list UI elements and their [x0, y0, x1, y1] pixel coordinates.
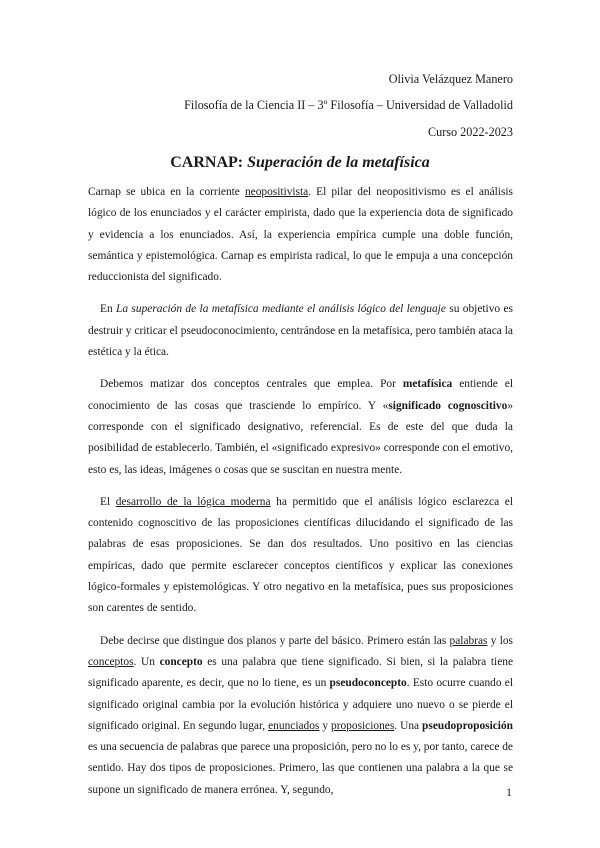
text-run: entiende el conocimiento de las cosas que trasciende lo empírico. Y «	[88, 378, 513, 412]
bold-term: concepto	[159, 655, 203, 668]
underlined-term: neopositivista	[244, 186, 309, 198]
text-run: Carnap se ubica en la corriente	[88, 186, 245, 198]
book-title: La superación de la metafísica mediante el análisis lógico del lenguaje	[116, 303, 446, 316]
paragraph-2	[88, 299, 513, 363]
text-run: Debemos matizar dos conceptos centrales que emplea. Por	[100, 378, 403, 391]
page-number: 1	[506, 785, 512, 799]
bold-term: metafísica	[402, 378, 453, 391]
academic-year: Curso 2022-2023	[428, 125, 513, 139]
document-title	[0, 154, 600, 172]
text-run: En	[100, 303, 117, 316]
text-run: . Una	[394, 719, 423, 732]
underlined-term: palabras	[449, 634, 488, 647]
text-run: Debe decirse que distingue dos planos y parte del básico. Primero están las	[100, 634, 450, 647]
author-name: Olivia Velázquez Manero	[388, 72, 513, 86]
paragraph-5	[88, 631, 513, 801]
document-body	[88, 182, 513, 812]
text-run: » corresponde con el significado designativo, referencial. Es de este del que duda la posibilidad de establecerlo. También, el «significado expresivo» corresponde con el emotivo, esto es, las ideas, imágenes o cosas que se suscitan en nuestra mente.	[88, 399, 514, 476]
text-run: es una palabra que tiene significado. Si bien, si la palabra tiene significado aparente, es decir, que no lo tiene, es un	[88, 655, 513, 690]
bold-term: significado cognoscitivo	[388, 399, 508, 412]
bold-term: pseudoproposición	[422, 719, 513, 732]
text-run: . Un	[133, 655, 160, 668]
paragraph-4	[88, 492, 513, 620]
bold-term: pseudoconcepto	[329, 677, 407, 690]
paragraph-1	[88, 182, 513, 288]
text-run: y	[319, 719, 331, 732]
text-run: ha permitido que el análisis lógico esclarezca el contenido cognoscitivo de las proposiciones científicas dilucidando el significado de las palabras de esas proposiciones. Se dan dos resultados. Uno positivo en las ciencias empíricas, dado que permite esclarecer conceptos científicos y explicar las conexiones lógico-formales y epistemológicas. Y otro negativo en la metafísica, pues sus proposiciones son carentes de sentido.	[88, 495, 513, 615]
underlined-term: proposiciones	[331, 719, 395, 732]
text-run: su objetivo es destruir y criticar el pseudoconocimiento, centrándose en la metafísica, pero también ataca la estética y la ética.	[88, 303, 513, 359]
course-line: Filosofía de la Ciencia II – 3º Filosofía – Universidad de Valladolid	[184, 98, 513, 112]
title-italic: Superación de la metafísica	[247, 154, 430, 171]
text-run: . El pilar del neopositivismo es el análisis lógico de los enunciados y el carácter empirista, dado que la experiencia dota de significado y evidencia a los enunciados. Así, la experiencia empírica cumple una doble función, semántica y epistemológica. Carnap es empirista radical, lo que le empuja a una concepción reduccionista del significado.	[88, 186, 513, 284]
underlined-term: enunciados	[268, 719, 320, 732]
text-run: es una secuencia de palabras que parece una proposición, pero no lo es y, por tanto, carece de sentido. Hay dos tipos de proposiciones. Primero, las que contienen una palabra a la que se supone un significado de manera errónea. Y, segundo,	[88, 741, 513, 796]
paragraph-3	[88, 374, 513, 480]
title-prefix: CARNAP:	[170, 154, 248, 171]
underlined-term: conceptos	[88, 655, 134, 668]
text-run: . Esto ocurre cuando el significado original cambia por la evolución histórica y adquiere uno nuevo o se pierde el significado original. En segundo lugar,	[88, 677, 513, 732]
underlined-term: desarrollo de la lógica moderna	[115, 495, 271, 508]
text-run: y los	[487, 634, 513, 647]
text-run: El	[100, 495, 116, 508]
